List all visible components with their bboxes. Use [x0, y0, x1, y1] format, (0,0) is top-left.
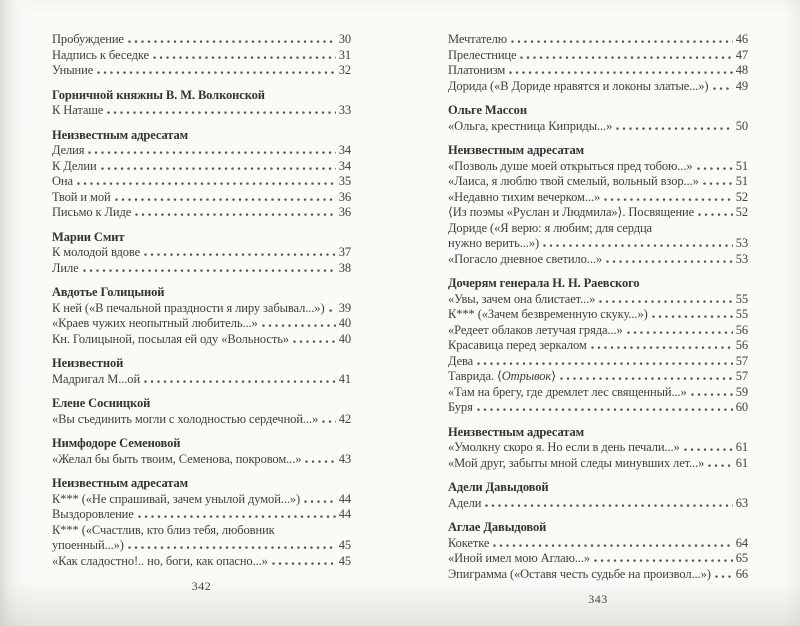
dot-leader [138, 514, 336, 518]
dot-leader [477, 361, 733, 365]
dot-leader [703, 181, 733, 185]
toc-entry [448, 385, 748, 401]
toc-entry-title: Красавица перед зеркалом [448, 338, 587, 352]
dot-leader [128, 545, 336, 549]
toc-entry [448, 567, 748, 583]
toc-entry [52, 492, 351, 508]
dot-leader [715, 574, 733, 578]
toc-entry-page-number: 44 [338, 507, 351, 521]
dot-leader [691, 392, 733, 396]
toc-entry [448, 369, 748, 385]
toc-section-heading: Дочерям генерала Н. Н. Раевского [448, 276, 640, 290]
toc-entry [448, 456, 748, 472]
dot-leader [708, 463, 732, 467]
toc-entry [52, 48, 351, 64]
toc-entry-page-number: 31 [338, 47, 351, 62]
dot-leader [272, 561, 336, 565]
toc-entry [52, 32, 351, 48]
toc-entry [448, 400, 748, 416]
dot-leader [697, 166, 733, 170]
toc-entry [52, 452, 351, 468]
toc-entry-page-number: 41 [338, 371, 351, 386]
toc-section [52, 88, 351, 119]
toc-entry [52, 190, 351, 206]
dot-leader [599, 299, 732, 303]
toc-section-heading: Неизвестным адресатам [448, 424, 585, 439]
folio-page-number: 343 [588, 592, 608, 606]
toc-entry-page-number: 44 [338, 491, 351, 506]
toc-section-heading: Неизвестным адресатам [52, 476, 189, 490]
toc-entry-page-number: 50 [735, 118, 748, 133]
dot-leader [713, 86, 733, 90]
toc-entry [448, 440, 748, 456]
dot-leader [509, 70, 733, 74]
toc-entry-title: «Ольга, крестница Киприды...» [448, 118, 613, 133]
toc-entry-page-number: 49 [735, 78, 748, 93]
toc-entry [52, 103, 351, 119]
left-page-toc-column [52, 32, 351, 594]
toc-section [448, 276, 748, 416]
toc-section [52, 436, 351, 467]
dot-leader [262, 323, 336, 327]
toc-entry-title: «Краев чужих неопытный любитель...» [52, 316, 258, 330]
toc-entry [448, 536, 748, 552]
toc-entry-title: «Позволь душе моей открыться пред тобою...» [448, 158, 693, 173]
toc-entry-title: Дева [448, 353, 474, 368]
toc-entry-title: Надпись к беседке [52, 47, 149, 62]
toc-entry [52, 412, 351, 428]
toc-entry-page-number: 53 [735, 236, 748, 250]
toc-entry-title: К*** («Зачем безвременную скуку...») [448, 307, 648, 321]
toc-entry-title: «Лаиса, я люблю твой смелый, вольный взор...» [448, 174, 699, 188]
toc-entry-page-number: 66 [735, 566, 748, 581]
toc-entry [52, 261, 351, 277]
toc-entry [448, 174, 748, 190]
dot-leader [684, 447, 733, 451]
dot-leader [594, 558, 733, 562]
dot-leader [511, 39, 733, 43]
toc-entry-title: К Делии [52, 158, 97, 173]
toc-entry [448, 159, 748, 175]
toc-entry-title-italic: Отрывок [501, 369, 552, 383]
toc-entry-title: Прелестнице [448, 47, 517, 62]
toc-entry-page-number: 60 [735, 400, 748, 414]
toc-entry-title: Кн. Голицыной, посылая ей оду «Вольность» [52, 331, 289, 346]
toc-section [448, 520, 748, 582]
dot-leader [101, 166, 336, 170]
toc-entry [448, 48, 748, 64]
toc-entry-page-number: 30 [338, 32, 351, 46]
toc-entry-title: «Мой друг, забыты мной следы минувших лет...» [448, 455, 705, 470]
toc-entry-title: Делия [52, 143, 85, 157]
toc-section [52, 32, 351, 79]
toc-section [52, 285, 351, 347]
dot-leader [135, 212, 335, 216]
toc-entry-title: Эпиграмма («Оставя честь судьбе на произвол...») [448, 566, 711, 581]
toc-section [448, 143, 748, 267]
toc-entry-title: «Вы съединить могли с холодностью сердечной...» [52, 411, 319, 426]
toc-entry-page-number: 56 [735, 338, 748, 352]
toc-entry-page-number: 45 [338, 553, 351, 568]
dot-leader [144, 379, 336, 383]
toc-entry-title: Выздоровление [52, 507, 134, 521]
toc-entry-title: Письмо к Лиде [52, 205, 132, 219]
dot-leader [560, 376, 733, 380]
toc-entry-page-number: 64 [735, 535, 748, 550]
toc-entry-page-number: 33 [338, 103, 351, 117]
toc-entry-title: Уныние [52, 63, 94, 77]
toc-entry-title: упоенный...») [52, 538, 124, 552]
toc-entry [52, 554, 351, 570]
dot-leader [293, 339, 336, 343]
toc-section-heading: Марии Смит [52, 229, 125, 244]
dot-leader [698, 212, 733, 216]
toc-entry-title: «Умолкну скоро я. Но если в день печали...» [448, 440, 680, 454]
toc-entry-page-number: 65 [735, 551, 748, 565]
toc-entry-page-number: 34 [338, 158, 351, 173]
toc-entry-page-number: 61 [735, 440, 748, 454]
toc-entry-page-number: 42 [338, 411, 351, 426]
toc-entry-title: нужно верить...») [448, 236, 540, 250]
dot-leader [485, 503, 732, 507]
toc-entry [52, 507, 351, 523]
toc-entry [448, 307, 748, 323]
toc-entry-title: «Увы, зачем она блистает...» [448, 291, 596, 306]
toc-entry-title: «Недавно тихим вечерком...» [448, 189, 601, 204]
toc-entry-page-number: 40 [338, 331, 351, 346]
toc-entry-page-number: 35 [338, 174, 351, 188]
toc-section-heading: Неизвестным адресатам [448, 143, 585, 157]
dot-leader [77, 181, 336, 185]
toc-entry-title: ⟨Из поэмы «Руслан и Людмила»⟩. Посвящение [448, 205, 695, 219]
toc-entry [448, 354, 748, 370]
toc-entry-wrapped-line [448, 221, 748, 237]
toc-entry-title: Кокетке [448, 535, 490, 550]
toc-entry [448, 32, 748, 48]
toc-entry-page-number: 55 [735, 291, 748, 306]
toc-entry-title-post: ⟩ [551, 369, 556, 383]
toc-entry-title: К*** («Не спрашивай, зачем унылой думой...») [52, 491, 301, 506]
dot-leader [591, 345, 733, 349]
dot-leader [604, 197, 733, 201]
toc-entry-page-number: 32 [338, 63, 351, 77]
toc-entry-title: «Желал бы быть твоим, Семенова, покровом...» [52, 451, 302, 466]
dot-leader [606, 259, 733, 263]
dot-leader [83, 268, 336, 272]
toc-entry-title: «Иной имел мою Аглаю...» [448, 551, 591, 565]
toc-entry [448, 236, 748, 252]
toc-entry-page-number: 53 [735, 251, 748, 266]
toc-entry-title: Лиле [52, 260, 79, 275]
dot-leader [627, 330, 733, 334]
toc-section-heading: Елене Сосницкой [52, 396, 151, 410]
toc-entry [448, 496, 748, 512]
toc-section-heading: Адели Давыдовой [448, 480, 549, 494]
toc-section [52, 128, 351, 221]
dot-leader [543, 243, 733, 247]
toc-entry-title: Дориде («Я верю: я любим; для сердца [448, 220, 652, 235]
dot-leader [305, 459, 335, 463]
toc-entry [52, 205, 351, 221]
toc-entry-title: К ней («В печальной праздности я лиру забывал...») [52, 300, 325, 315]
toc-entry [52, 332, 351, 348]
toc-entry-page-number: 59 [735, 384, 748, 399]
toc-entry [448, 63, 748, 79]
toc-entry-title: Пробуждение [52, 32, 124, 46]
toc-entry-page-number: 51 [735, 158, 748, 173]
toc-entry [448, 551, 748, 567]
toc-entry-page-number: 36 [338, 189, 351, 204]
toc-section [52, 356, 351, 387]
dot-leader [107, 110, 335, 114]
toc-entry-page-number: 48 [735, 63, 748, 77]
toc-entry-page-number: 47 [735, 47, 748, 62]
toc-entry-page-number: 63 [735, 495, 748, 510]
toc-entry-page-number: 40 [338, 316, 351, 330]
dot-leader [115, 197, 336, 201]
toc-section [448, 32, 748, 94]
toc-entry-page-number: 43 [338, 451, 351, 466]
dot-leader [493, 543, 732, 547]
toc-section-heading: Ольге Массон [448, 103, 527, 117]
toc-entry-page-number: 52 [735, 189, 748, 204]
toc-entry-page-number: 39 [338, 300, 351, 315]
toc-entry [52, 538, 351, 554]
toc-section-heading: Неизвестным адресатам [52, 127, 189, 142]
toc-entry [52, 63, 351, 79]
toc-entry-page-number: 36 [338, 205, 351, 219]
toc-entry-title: Мадригал М...ой [52, 371, 141, 386]
toc-entry-page-number: 61 [735, 455, 748, 470]
toc-entry-wrapped-line [52, 523, 351, 539]
toc-section [448, 480, 748, 511]
toc-section-heading: Нимфодоре Семеновой [52, 436, 181, 450]
dot-leader [616, 126, 732, 130]
toc-entry [448, 292, 748, 308]
toc-entry-title: Дорида («В Дориде нравятся и локоны златые...») [448, 78, 709, 93]
toc-entry [52, 316, 351, 332]
toc-entry [52, 301, 351, 317]
toc-entry [448, 79, 748, 95]
toc-entry-page-number: 46 [735, 32, 748, 46]
toc-entry-title: К молодой вдове [52, 245, 141, 259]
toc-entry-title: Адели [448, 495, 482, 510]
toc-entry-title: Мечтателю [448, 32, 507, 46]
toc-section-heading: Авдотье Голицыной [52, 285, 165, 299]
toc-section-heading: Неизвестной [52, 356, 124, 370]
toc-entry-page-number: 51 [735, 174, 748, 188]
toc-entry-page-number: 56 [735, 322, 748, 337]
toc-section [448, 425, 748, 472]
folio-page-number: 342 [191, 579, 212, 593]
toc-entry-page-number: 57 [735, 369, 748, 383]
toc-entry [52, 245, 351, 261]
toc-entry-title: Твой и мой [52, 189, 111, 204]
dot-leader [520, 55, 732, 59]
toc-entry [52, 174, 351, 190]
toc-entry-title: Она [52, 174, 73, 188]
toc-entry-page-number: 57 [735, 353, 748, 368]
dot-leader [304, 499, 336, 503]
dot-leader [652, 314, 733, 318]
toc-entry-page-number: 37 [338, 245, 351, 259]
toc-entry-title: «Редеет облаков летучая гряда...» [448, 322, 623, 337]
toc-entry [52, 159, 351, 175]
toc-section [52, 396, 351, 427]
toc-section [448, 103, 748, 134]
toc-entry-page-number: 38 [338, 260, 351, 275]
toc-entry [448, 119, 748, 135]
toc-entry-page-number: 34 [338, 143, 351, 157]
dot-leader [128, 39, 336, 43]
dot-leader [322, 419, 336, 423]
dot-leader [144, 252, 336, 256]
dot-leader [477, 407, 733, 411]
toc-entry [448, 190, 748, 206]
dot-leader [88, 150, 335, 154]
toc-section [52, 230, 351, 277]
toc-entry [448, 323, 748, 339]
toc-entry-title: К*** («Счастлив, кто близ тебя, любовник [52, 522, 275, 537]
toc-entry [52, 372, 351, 388]
toc-entry [448, 338, 748, 354]
toc-entry [52, 143, 351, 159]
toc-entry-title: «Как сладостно!.. но, боги, как опасно...» [52, 553, 268, 568]
toc-entry-title: «Там на брегу, где дремлет лес священный...» [448, 384, 687, 399]
dot-leader [329, 308, 336, 312]
toc-section-heading: Аглае Давыдовой [448, 520, 547, 534]
toc-entry-page-number: 52 [735, 205, 748, 219]
toc-section [52, 476, 351, 569]
toc-entry-title: «Погасло дневное светило...» [448, 251, 603, 266]
toc-entry [448, 252, 748, 268]
toc-section-heading: Горничной княжны В. М. Волконской [52, 87, 265, 102]
toc-entry-title: Таврида. ⟨ [448, 369, 502, 383]
dot-leader [153, 55, 336, 59]
toc-entry-title: Буря [448, 400, 473, 414]
toc-entry-title: Платонизм [448, 63, 506, 77]
dot-leader [97, 70, 336, 74]
right-page-toc-column [448, 32, 748, 607]
toc-entry-page-number: 45 [338, 538, 351, 552]
toc-entry-title: К Наташе [52, 103, 104, 117]
toc-entry-page-number: 55 [735, 307, 748, 321]
toc-entry [448, 205, 748, 221]
